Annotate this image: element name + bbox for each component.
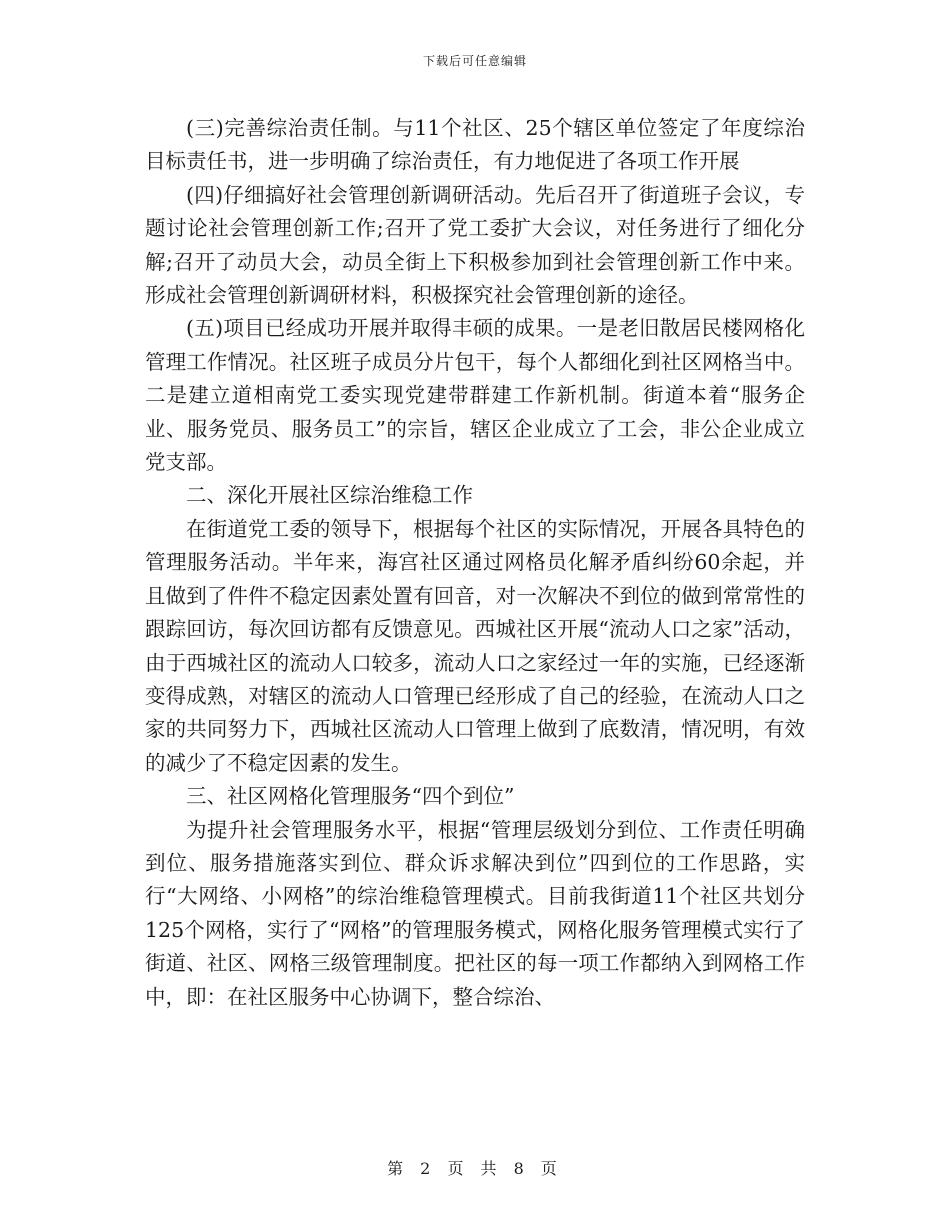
document-body (145, 112, 805, 1014)
page-footer: 第 2 页 共 8 页 (387, 1159, 563, 1178)
section-heading: 二、深化开展社区综治维稳工作 (186, 483, 473, 508)
paragraph: (五)项目已经成功开展并取得丰硕的成果。一是老旧散居民楼网格化管理工作情况。社区班子成员分片包干，每个人都细化到社区网格当中。二是建立道相南党工委实现党建带群建工作新机制。街道本着“服务企业、服务党员、服务员工”的宗旨，辖区企业成立了工会，非公企业成立党支部。 (145, 316, 805, 475)
paragraph: (三)完善综治责任制。与11个社区、25个辖区单位签定了年度综治目标责任书，进一步明确了综治责任，有力地促进了各项工作开展 (145, 116, 805, 174)
section-heading: 三、社区网格化管理服务“四个到位” (186, 784, 515, 809)
paragraph: 在街道党工委的领导下，根据每个社区的实际情况，开展各具特色的管理服务活动。半年来，海宫社区通过网格员化解矛盾纠纷60余起，并且做到了件件不稳定因素处置有回音，对一次解决不到位的做到常常性的跟踪回访，每次回访都有反馈意见。西城社区开展“流动人口之家”活动，由于西城社区的流动人口较多，流动人口之家经过一年的实施，已经逐渐变得成熟，对辖区的流动人口管理已经形成了自己的经验，在流动人口之家的共同努力下，西城社区流动人口管理上做到了底数清，情况明，有效的减少了不稳定因素的发生。 (145, 516, 805, 775)
paragraph: 为提升社会管理服务水平，根据“管理层级划分到位、工作责任明确到位、服务措施落实到位、群众诉求解决到位”四到位的工作思路，实行“大网络、小网格”的综治维稳管理模式。目前我街道11个社区共划分125个网格，实行了“网格”的管理服务模式，网格化服务管理模式实行了街道、社区、网格三级管理制度。把社区的每一项工作都纳入到网格工作中，即：在社区服务中心协调下，整合综治、 (145, 817, 805, 1009)
paragraph: (四)仔细搞好社会管理创新调研活动。先后召开了街道班子会议，专题讨论社会管理创新工作;召开了党工委扩大会议，对任务进行了细化分解;召开了动员大会，动员全街上下积极参加到社会管理创新工作中来。形成社会管理创新调研材料，积极探究社会管理创新的途径。 (145, 182, 805, 308)
page-header: 下载后可任意编辑 (422, 54, 527, 68)
